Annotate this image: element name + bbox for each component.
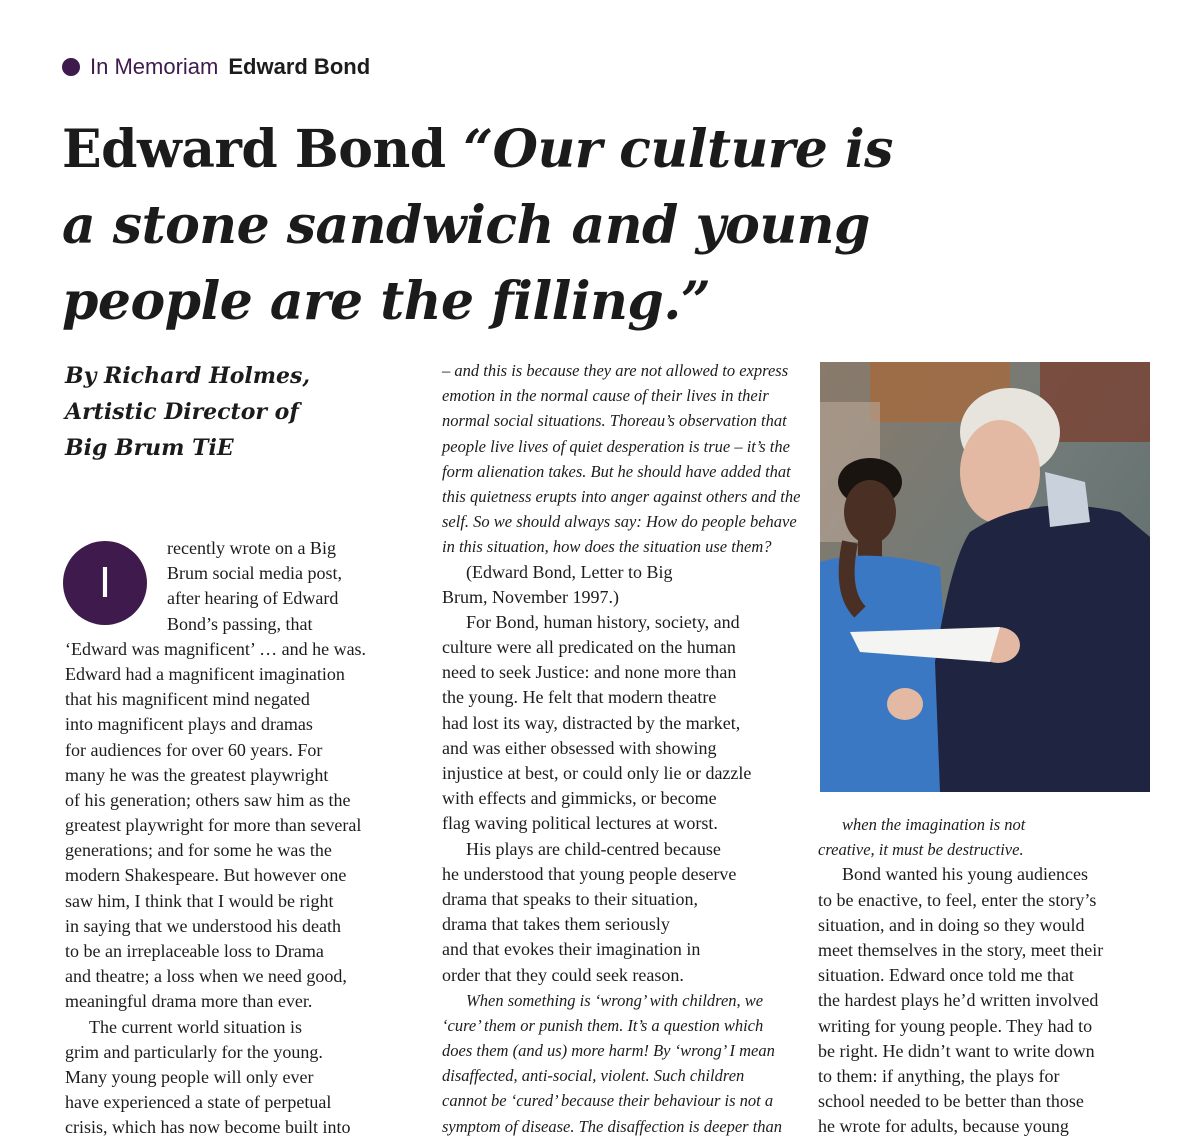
headline-quote-line-3: people are the filling.” [62, 271, 711, 332]
headline-quote-line-1: “Our culture is [463, 119, 893, 180]
text-line: injustice at best, or could only lie or dazzle [442, 763, 752, 783]
text-line: Many young people will only ever [65, 1066, 314, 1087]
text-line: Edward had a magnificent imagination [65, 663, 345, 684]
text-line: The current world situation is [89, 1016, 302, 1037]
text-line: and that evokes their imagination in [442, 939, 701, 960]
text-line: culture were all predicated on the human [442, 637, 736, 658]
quote-line: – and this is because they are not allowed to express [442, 361, 789, 380]
article-column-1 [65, 536, 395, 1141]
text-line: school needed to be better than those [818, 1091, 1084, 1112]
text-line: to be an irreplaceable loss to Drama [65, 941, 324, 961]
text-line: many he was the greatest playwright [65, 764, 329, 785]
text-line: ‘Edward was magnificent’ … and he was. [65, 638, 367, 659]
text-line: to be enactive, to feel, enter the story’s [818, 889, 1097, 910]
text-line: drama that takes them seriously [442, 914, 670, 935]
quote-line: ‘cure’ them or punish them. It’s a question which [442, 1015, 764, 1035]
text-line: of his generation; others saw him as the [65, 789, 351, 810]
quote-line: form alienation takes. But he should have added that [442, 461, 791, 481]
article-column-2 [442, 358, 801, 1139]
quote-line: normal social situations. Thoreau’s observation that [442, 411, 787, 431]
section-kicker [62, 54, 370, 80]
text-line: recently wrote on a Big [167, 538, 336, 558]
text-line: that his magnificent mind negated [65, 689, 310, 710]
text-line: Bond’s passing, that [167, 613, 313, 634]
quote-line: symptom of disease. The disaffection is deeper than [442, 1116, 783, 1136]
article-column-3 [818, 812, 1158, 1139]
byline-line: Artistic Director of [65, 399, 299, 425]
article-photo [820, 362, 1150, 792]
byline-line: Big Brum TiE [65, 435, 234, 461]
text-line: for audiences for over 60 years. For [65, 739, 323, 760]
byline-line: By Richard Holmes, [65, 363, 311, 389]
text-line: have experienced a state of perpetual [65, 1092, 332, 1113]
text-line: he wrote for adults, because young [818, 1116, 1069, 1137]
quote-line: self. So we should always say: How do people behave [442, 512, 797, 532]
text-line: the hardest plays he’d written involved [818, 990, 1099, 1011]
text-line: the young. He felt that modern theatre [442, 687, 717, 708]
text-line: greatest playwright for more than several [65, 815, 362, 836]
quote-line: people live lives of quiet desperation is true – it’s the [442, 436, 790, 456]
quote-line: when the imagination is not [842, 815, 1026, 834]
photo-illustration [820, 362, 1150, 792]
text-line: to them: if anything, the plays for [818, 1065, 1060, 1086]
text-line: and was either obsessed with showing [442, 737, 717, 758]
text-line: he understood that young people deserve [442, 863, 737, 884]
text-line: saw him, I think that I would be right [65, 890, 334, 911]
text-line: order that they could seek reason. [442, 964, 684, 985]
quote-line: cannot be ‘cured’ because their behaviour is not a [442, 1091, 774, 1111]
text-line: into magnificent plays and dramas [65, 714, 313, 735]
text-line: with effects and gimmicks, or become [442, 788, 717, 809]
quote-line: disaffected, anti-social, violent. Such children [442, 1066, 745, 1086]
text-line: flag waving political lectures at worst. [442, 813, 718, 834]
quote-line: When something is ‘wrong’ with children, we [466, 990, 764, 1010]
drop-cap: I [63, 541, 147, 625]
text-line: meet themselves in the story, meet their [818, 939, 1104, 960]
kicker-section: In Memoriam [90, 54, 219, 79]
quote-line: creative, it must be destructive. [818, 840, 1024, 860]
headline-name: Edward Bond [62, 119, 446, 180]
quote-line: does them (and us) more harm! By ‘wrong’ I mean [442, 1041, 775, 1061]
text-line: generations; and for some he was the [65, 840, 332, 861]
text-line: His plays are child-centred because [466, 838, 721, 859]
text-line: and theatre; a loss when we need good, [65, 966, 347, 987]
text-line: had lost its way, distracted by the market, [442, 712, 741, 733]
byline [65, 358, 365, 466]
text-line: meaningful drama more than ever. [65, 991, 313, 1012]
quote-line: emotion in the normal cause of their lives in their [442, 386, 769, 406]
citation-line: (Edward Bond, Letter to Big [466, 561, 673, 582]
text-line: Brum social media post, [167, 563, 342, 584]
text-line: in saying that we understood his death [65, 915, 341, 936]
text-line: be right. He didn’t want to write down [818, 1040, 1095, 1061]
kicker-bullet-icon [62, 58, 80, 76]
headline-quote-line-2: a stone sandwich and young [62, 195, 870, 256]
citation-line: Brum, November 1997.) [442, 586, 619, 607]
article-headline [62, 112, 942, 340]
text-line: writing for young people. They had to [818, 1015, 1093, 1036]
text-line: modern Shakespeare. But however one [65, 865, 347, 886]
text-line: For Bond, human history, society, and [466, 611, 740, 632]
text-line: Bond wanted his young audiences [842, 864, 1088, 885]
text-line: grim and particularly for the young. [65, 1041, 323, 1062]
quote-line: this quietness erupts into anger against others and the [442, 486, 801, 506]
text-line: situation. Edward once told me that [818, 965, 1074, 986]
text-line: drama that speaks to their situation, [442, 888, 698, 909]
quote-line: in this situation, how does the situation use them? [442, 537, 772, 557]
text-line: situation, and in doing so they would [818, 914, 1085, 935]
text-line: crisis, which has now become built into [65, 1117, 351, 1138]
kicker-subject: Edward Bond [228, 54, 371, 79]
text-line: after hearing of Edward [167, 588, 339, 609]
text-line: need to seek Justice: and none more than [442, 662, 737, 683]
